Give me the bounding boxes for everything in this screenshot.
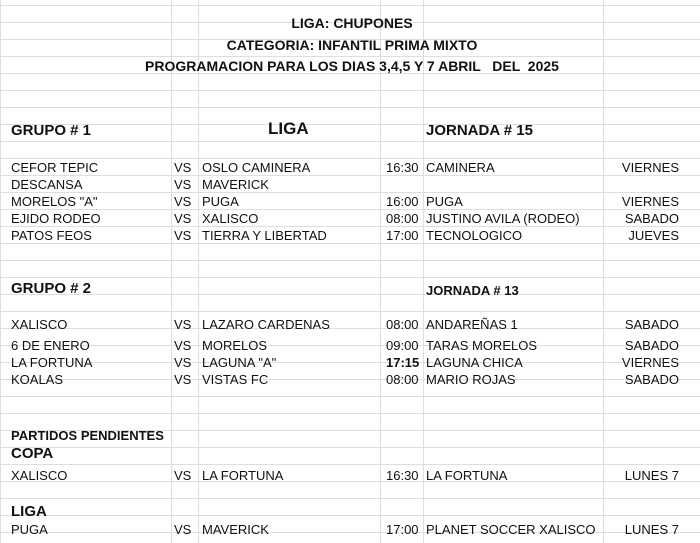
- home-team: CEFOR TEPIC: [11, 160, 99, 175]
- match-day: LUNES 7: [624, 468, 679, 483]
- home-team: DESCANSA: [11, 177, 83, 192]
- vs-label: VS: [174, 228, 192, 243]
- match-day: LUNES 7: [624, 522, 679, 537]
- grupo2-title: GRUPO # 2: [11, 280, 92, 297]
- home-team: PUGA: [11, 522, 48, 537]
- home-team: KOALAS: [11, 372, 64, 387]
- match-time: 08:00: [386, 372, 419, 387]
- liga-pending-label: LIGA: [11, 503, 47, 520]
- vs-label: VS: [174, 177, 192, 192]
- home-team: LA FORTUNA: [11, 355, 93, 370]
- pending-title: PARTIDOS PENDIENTES: [11, 428, 164, 443]
- match-time: 16:30: [386, 468, 419, 483]
- away-team: MAVERICK: [202, 522, 269, 537]
- vs-label: VS: [174, 355, 192, 370]
- venue: TARAS MORELOS: [426, 338, 538, 353]
- match-day: SABADO: [624, 317, 679, 332]
- home-team: 6 DE ENERO: [11, 338, 90, 353]
- away-team: MORELOS: [202, 338, 268, 353]
- column-divider: [198, 0, 199, 543]
- column-divider: [603, 0, 604, 543]
- match-time: 08:00: [386, 211, 419, 226]
- match-time: 17:00: [386, 228, 419, 243]
- away-team: OSLO CAMINERA: [202, 160, 311, 175]
- home-team: XALISCO: [11, 317, 68, 332]
- away-team: LA FORTUNA: [202, 468, 284, 483]
- home-team: EJIDO RODEO: [11, 211, 101, 226]
- match-time: 16:00: [386, 194, 419, 209]
- column-divider: [380, 0, 381, 543]
- away-team: PUGA: [202, 194, 239, 209]
- venue: CAMINERA: [426, 160, 495, 175]
- home-team: XALISCO: [11, 468, 68, 483]
- away-team: LAGUNA "A": [202, 355, 277, 370]
- venue: ANDAREÑAS 1: [426, 317, 518, 332]
- vs-label: VS: [174, 211, 192, 226]
- schedule-title: PROGRAMACION PARA LOS DIAS 3,4,5 Y 7 ABRIL DEL 2025: [145, 58, 559, 74]
- away-team: LAZARO CARDENAS: [202, 317, 330, 332]
- column-divider: [423, 0, 424, 543]
- venue: LAGUNA CHICA: [426, 355, 523, 370]
- match-day: VIERNES: [621, 355, 679, 370]
- match-day: SABADO: [624, 211, 679, 226]
- venue: PUGA: [426, 194, 463, 209]
- match-time: 08:00: [386, 317, 419, 332]
- grupo1-jornada: JORNADA # 15: [426, 122, 533, 139]
- liga-label: LIGA: [268, 119, 309, 138]
- away-team: TIERRA Y LIBERTAD: [202, 228, 327, 243]
- match-day: SABADO: [624, 372, 679, 387]
- vs-label: VS: [174, 160, 192, 175]
- match-time: 09:00: [386, 338, 419, 353]
- vs-label: VS: [174, 372, 192, 387]
- home-team: MORELOS "A": [11, 194, 98, 209]
- vs-label: VS: [174, 522, 192, 537]
- grupo1-title: GRUPO # 1: [11, 122, 92, 139]
- venue: JUSTINO AVILA (RODEO): [426, 211, 580, 226]
- home-team: PATOS FEOS: [11, 228, 92, 243]
- match-day: VIERNES: [621, 194, 679, 209]
- column-divider: [171, 0, 172, 543]
- venue: LA FORTUNA: [426, 468, 508, 483]
- match-day: SABADO: [624, 338, 679, 353]
- copa-label: COPA: [11, 445, 54, 462]
- match-time: 16:30: [386, 160, 419, 175]
- match-time: 17:00: [386, 522, 419, 537]
- match-day: JUEVES: [628, 228, 679, 243]
- match-day: VIERNES: [621, 160, 679, 175]
- venue: TECNOLOGICO: [426, 228, 523, 243]
- grupo2-jornada: JORNADA # 13: [426, 283, 519, 298]
- match-time: 17:15: [386, 355, 420, 370]
- category-title: CATEGORIA: INFANTIL PRIMA MIXTO: [226, 37, 478, 53]
- vs-label: VS: [174, 468, 192, 483]
- vs-label: VS: [174, 338, 192, 353]
- vs-label: VS: [174, 317, 192, 332]
- venue: PLANET SOCCER XALISCO: [426, 522, 596, 537]
- league-title: LIGA: CHUPONES: [291, 15, 413, 31]
- away-team: MAVERICK: [202, 177, 269, 192]
- away-team: XALISCO: [202, 211, 259, 226]
- venue: MARIO ROJAS: [426, 372, 516, 387]
- away-team: VISTAS FC: [202, 372, 269, 387]
- vs-label: VS: [174, 194, 192, 209]
